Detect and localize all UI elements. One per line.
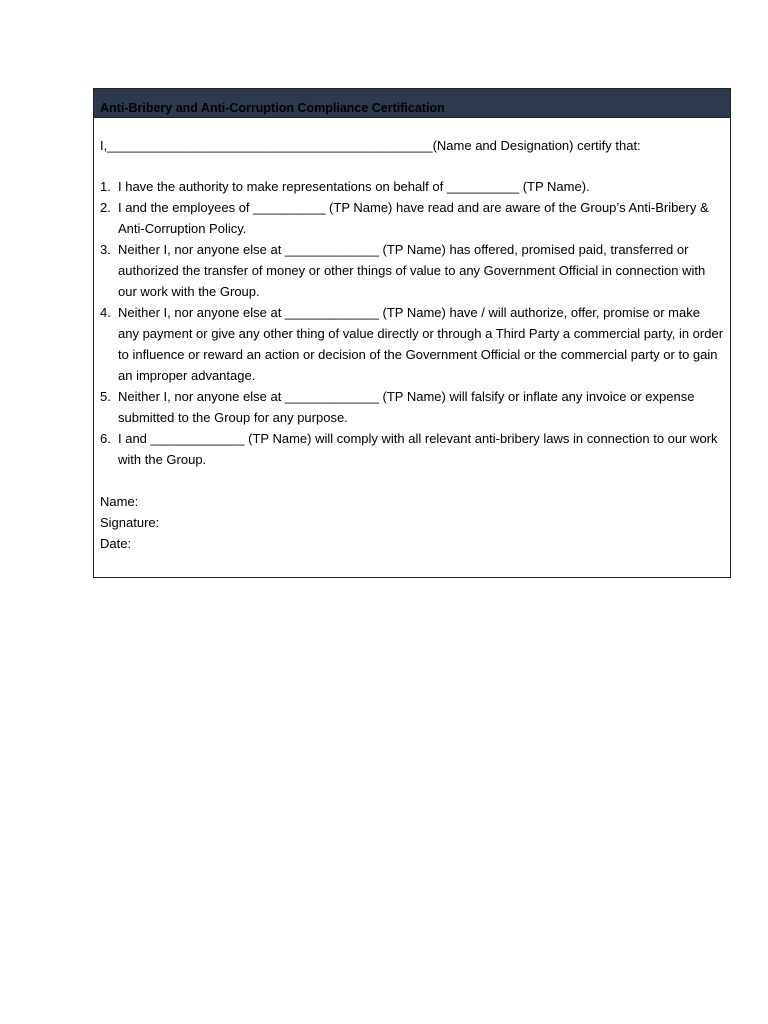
name-label: Name: (100, 494, 139, 509)
clause-item (100, 176, 724, 197)
clause-text: I and the employees of __________ (TP Name) have read and are aware of the Group’s Anti-Bribery & Anti-Corruption Policy. (118, 200, 709, 236)
clause-text: Neither I, nor anyone else at _____________ (TP Name) will falsify or inflate any invoice or expense submitted to the Group for any purpose. (118, 389, 695, 425)
form-title: Anti-Bribery and Anti-Corruption Compliance Certification (100, 101, 445, 115)
clause-list (100, 176, 724, 470)
clause-item (100, 239, 724, 302)
clause-number: 3. (100, 242, 111, 257)
clause-text: Neither I, nor anyone else at _____________ (TP Name) have / will authorize, offer, promise or make any payment or give any other thing of value directly or through a Third Party a commercial party, in order to influence or reward an action or decision of the Government Official or the commercial party or to gain an improper advantage. (118, 305, 724, 383)
form-body (94, 135, 730, 554)
clause-text: Neither I, nor anyone else at _____________ (TP Name) has offered, promised paid, transferred or authorized the transfer of money or other things of value to any Government Official in connection with our work with the Group. (118, 242, 706, 299)
clause-number: 5. (100, 389, 111, 404)
clause-item (100, 386, 724, 428)
form-header (94, 89, 730, 118)
signature-label: Signature: (100, 515, 160, 530)
clause-text: I and _____________ (TP Name) will comply with all relevant anti-bribery laws in connection to our work with the Group. (118, 431, 718, 467)
signature-block (100, 491, 724, 554)
clause-number: 2. (100, 200, 111, 215)
intro-statement: I,_____________________________________________(Name and Designation) certify that: (100, 138, 641, 153)
certification-form (93, 88, 731, 578)
clause-item (100, 302, 724, 386)
clause-number: 6. (100, 431, 111, 446)
clause-item (100, 197, 724, 239)
clause-number: 4. (100, 305, 111, 320)
clause-number: 1. (100, 179, 111, 194)
clause-text: I have the authority to make representations on behalf of __________ (TP Name). (118, 179, 590, 194)
date-label: Date: (100, 536, 132, 551)
clause-item (100, 428, 724, 470)
